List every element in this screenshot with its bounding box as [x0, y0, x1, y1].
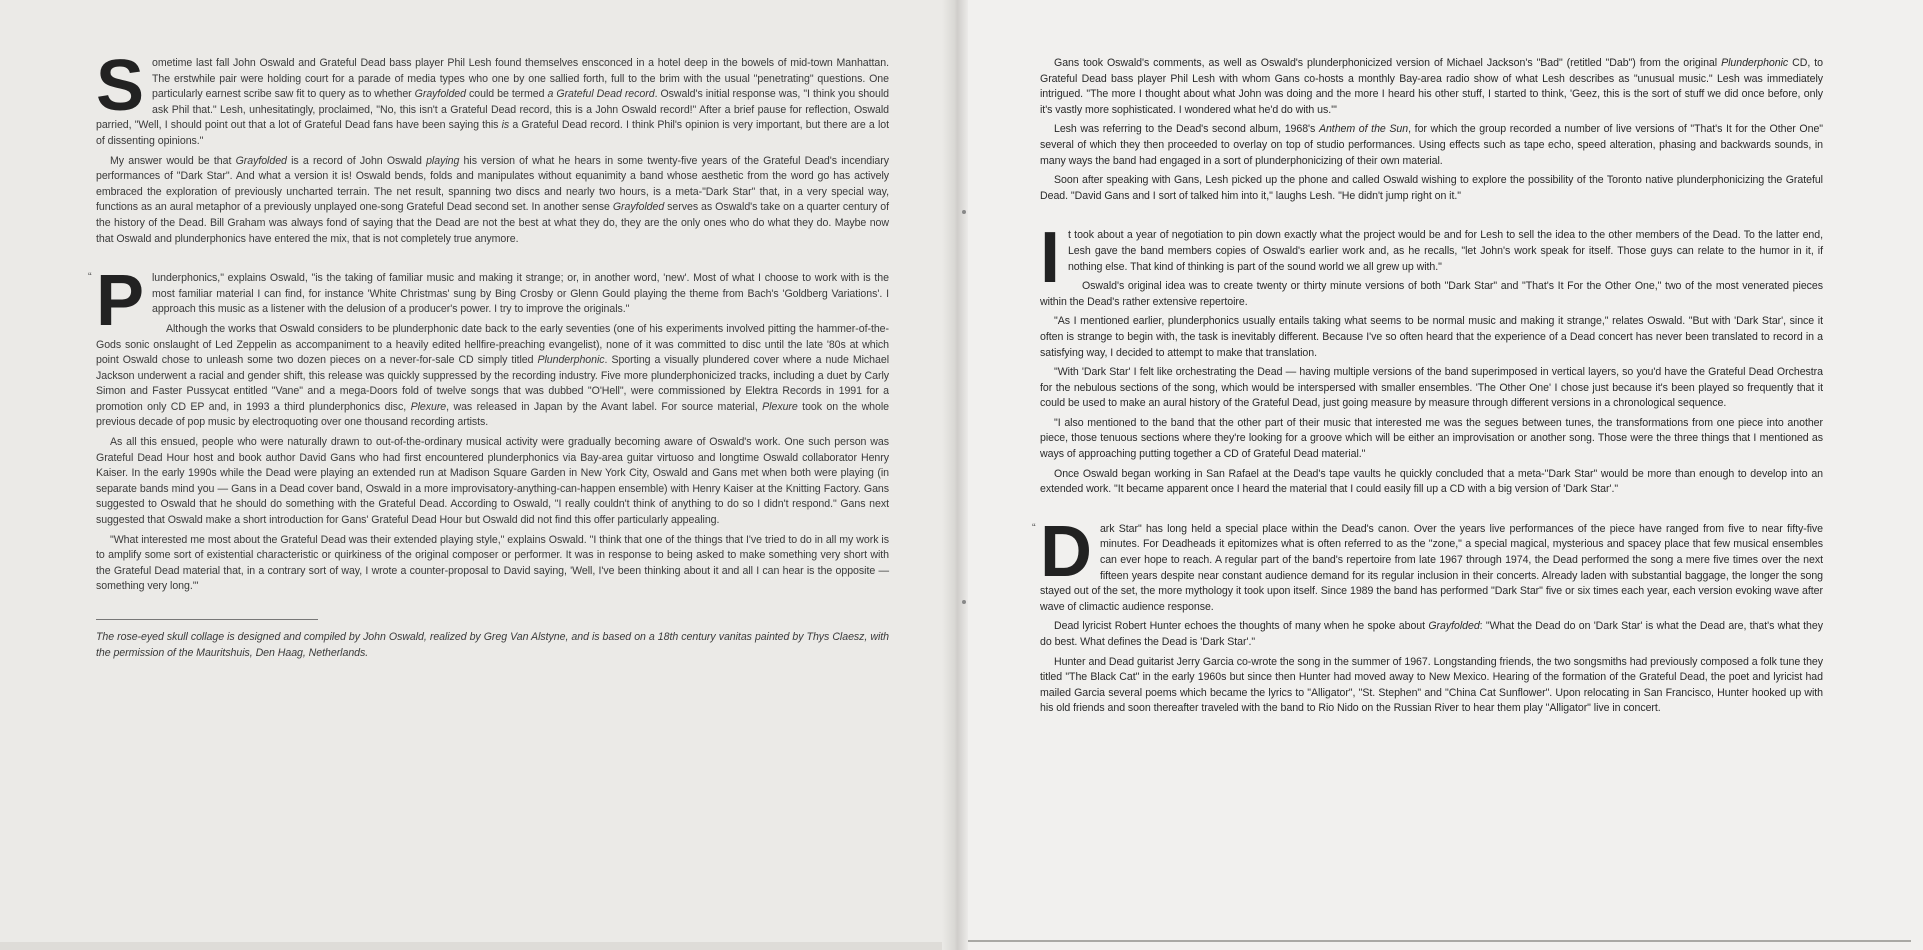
- body-paragraph: [96, 533, 889, 595]
- section-gap: [1040, 208, 1823, 228]
- body-paragraph: [1040, 655, 1823, 717]
- drop-cap: P: [96, 261, 144, 342]
- text-run: "What interested me most about the Grateful Dead was their extended playing style," explains Oswald. "I think that one of the things that I've tried to do in all my work is to amplify some sort of existential characteristic or quirkiness of the original composer or performer. It was in response to being asked to make something very short with the Grateful Dead material that, in a contrary sort of way, I wrote a counter-proposal to David saying, 'Well, I've been thinking about it and all I can hear is the opposite — something very long.'": [96, 533, 889, 593]
- text-run: Oswald's original idea was to create twenty or thirty minute versions of both "Dark Star" and "That's It For the Other One," two of the most venerated pieces within the Dead's rather extensive repertoire.: [1040, 280, 1823, 308]
- body-paragraph: [1040, 122, 1823, 169]
- text-run: , for which the group recorded a number of live versions of "That's It for the Other One" several of which they then proceeded to overlay on top of studio performances. Using effects such as tape echo, speed alteration, phasing and backwards sounds, in many ways the band had engaged in a sort of plunderphonicizing of their own material.: [1040, 123, 1823, 167]
- text-run: : "What the Dead do on 'Dark Star' is what the Dead are, that's what they do best. What defines the Dead is 'Dark Star'.": [1040, 620, 1823, 648]
- body-paragraph: [1040, 467, 1823, 498]
- italic-title: Plexure: [762, 400, 798, 413]
- text-run: could be termed: [466, 88, 548, 101]
- bottom-rule: [968, 940, 1911, 942]
- left-page: [0, 0, 955, 950]
- italic-title: Grayfolded: [235, 154, 287, 167]
- text-run: As all this ensued, people who were naturally drawn to out-of-the-ordinary musical activity were gradually becoming aware of Oswald's work. One such person was Grateful Dead Hour host and book author David Gans who had first encountered plunderphonics via Bay-area guitar virtuoso and longtime Oswald collaborator Henry Kaiser. In the early 1990s while the Dead were playing an extended run at Madison Square Garden in New York City, Oswald and Gans met when both were playing (in separate bands mind you — Gans in a Dead cover band, Oswald in a more improvisatory-anything-can-happen ensemble) with Henry Kaiser at the Knitting Factory. Gans suggested to Oswald that he should do something with the Grateful Dead. According to Oswald, "I really couldn't think of anything to do so I didn't respond." Gans next suggested that Oswald make a short introduction for Gans' Grateful Dead Hour but Oswald did not find this offer particularly appealing.: [96, 436, 889, 527]
- left-text-column: [88, 46, 890, 595]
- body-paragraph: [1040, 365, 1823, 412]
- body-paragraph: [1040, 314, 1823, 361]
- drop-cap: I: [1040, 218, 1060, 299]
- binding-mark: [962, 600, 966, 604]
- italic-title: Plunderphonic: [1721, 57, 1789, 69]
- text-run: My answer would be that: [110, 154, 236, 167]
- right-page: [968, 0, 1923, 950]
- text-run: took on the whole previous decade of pop music by electroquoting over one thousand recording artists.: [96, 400, 889, 429]
- text-run: Once Oswald began working in San Rafael at the Dead's tape vaults he quickly concluded that a meta-"Dark Star" would be more than enough to develop into an extended work. "It became apparent once I heard the material that I could easily fill up a CD with a big version of 'Dark Star'.": [1040, 467, 1823, 496]
- text-run: Although the works that Oswald considers to be plunderphonic date back to the early seventies (one of his experiments involved pitting the hammer-of-the-Gods sonic onslaught of Led Zeppelin as accompaniment to a heavily edited hellfire-preaching evangelist), none of it was committed to disc until the late '80s at which point Oswald chose to unleash some two dozen pieces on a never-for-sale CD simply titled: [96, 322, 889, 367]
- text-run: Lesh was referring to the Dead's second album, 1968's: [1054, 123, 1319, 136]
- text-run: t took about a year of negotiation to pin down exactly what the project would be and for Lesh to sell the idea to the other members of the Dead. To the latter end, Lesh gave the band members copies of Oswald's earlier work and, as he recalls, "let John's work speak for itself. Those guys can relate to the humor in it, if nothing else. That kind of thinking is part of the sound world we all grew up with.": [1067, 229, 1823, 273]
- text-run: lunderphonics," explains Oswald, "is the taking of familiar music and making it strange; or, in another word, 'new'. Most of what I choose to work with is the most familiar material I can find, for instance 'White Christmas' sung by Bing Crosby or Glenn Gould playing the theme from Bach's 'Goldberg Variations'. I approach this music as a listener with the delusion of a producer's power. I try to improve the originals.": [151, 272, 889, 316]
- italic-title: Anthem of the Sun: [1318, 123, 1409, 136]
- text-run: CD, to Grateful Dead bass player Phil Lesh with whom Gans co-hosts a monthly Bay-area radio show of what Lesh describes as "unusual music." Lesh was immediately intrigued. "The more I thought about what John was doing and the more I heard his other stuff, I started to think, 'Geez, this is the sort of stuff we did once before, only it's vastly more sophisticated. I wondered what he'd do with us.'": [1040, 57, 1823, 116]
- text-run: Soon after speaking with Gans, Lesh picked up the phone and called Oswald wishing to explore the possibility of the Toronto native plunderphonicizing the Grateful Dead. "David Gans and I sort of talked him into it," laughs Lesh. "He didn't jump right on it.": [1040, 174, 1823, 202]
- italic-title: Plexure: [410, 400, 447, 413]
- page-edge: [0, 942, 955, 950]
- text-run: "I also mentioned to the band that the other part of their music that interested me was the segues between tunes, the transformations from one piece into another piece, those tenuous sections where they're looking for a groove which will be either an improvisation or another song. Those were the three things that I mentioned as ways of approaching putting together a CD of Grateful Dead material.": [1040, 416, 1823, 461]
- body-paragraph: [96, 435, 889, 529]
- body-paragraph: [1040, 416, 1823, 463]
- footnote-rule: [96, 619, 318, 620]
- drop-cap: D: [1040, 511, 1092, 592]
- body-paragraph: “ D ark Star" has long held a special place within the Dead's canon. Over the years live performances of the piece have ranged from five to near fifty-five minutes. For Deadheads it epitomizes what is often referred to as the "zone," a special magical, mysterious and spacey place that few musical ensembles can ever hope to reach. A regular part of the band's repertoire from late 1967 through 1974, the Dead performed the song a mere five times over the next fifteen years despite near constant audience demand for its regular inclusion in their concerts. Already laden with substantial baggage, the longer the song stayed out of the set, the more mythology it took upon itself. Since 1989 the band has performed "Dark Star" five or six times each year, each version evoking wave after wave of climactic audience response.: [1032, 511, 1823, 613]
- body-paragraph: [96, 46, 889, 150]
- text-run: "As I mentioned earlier, plunderphonics usually entails taking what seems to be normal music and making it strange," relates Oswald. "But with 'Dark Star', since it often is strange to begin with, the task is inevitably different. Because I've so often heard that the experience of a Dead concert has never been translated to record in a satisfying way, I decided to attempt to make that translation.: [1040, 315, 1823, 359]
- body-paragraph: [1040, 619, 1823, 650]
- section-gap: [96, 251, 889, 271]
- italic-title: Plunderphonic: [537, 354, 605, 367]
- italic-title: playing: [426, 154, 460, 167]
- text-run: a Grateful Dead record. I think Phil's opinion is very important, but there are a lot of dissenting opinions.": [96, 119, 889, 147]
- body-paragraph: [1040, 173, 1823, 204]
- body-paragraph: [96, 322, 889, 431]
- right-text-column: [1032, 56, 1823, 717]
- body-paragraph: [1040, 56, 1823, 118]
- drop-cap: S: [96, 46, 144, 126]
- text-run: . Sporting a visually plundered cover where a nude Michael Jackson underwent a racial and gender shift, this release was quickly suppressed by the recording industry. Five more plunderphonicized tracks, including a duet by Carly Simon and Faster Pussycat entitled "Vane" and a mega-Doors fold of twelve songs that was dubbed "O'Hell", were commissioned by Elektra Records in 1991 for a promotion only CD EP and, in 1993 a third plunderphonics disc,: [96, 354, 889, 413]
- text-run: "With 'Dark Star' I felt like orchestrating the Dead — having multiple versions of the band superimposed in vertical layers, so you'd have the Grateful Dead Orchestra for the nebulous sections of the song, which would be interspersed with smaller ensembles. 'The Other One' I chose just because it's been played so frequently that it could be used to make an aural history of the Grateful Dead, just going measure by measure through different versions in a chronological sequence.: [1040, 366, 1823, 410]
- text-run: Hunter and Dead guitarist Jerry Garcia co-wrote the song in the summer of 1967. Longstanding friends, the two songsmiths had previously composed a folk tune they titled "The Black Cat" in the early 1960s but since then Hunter had moved away to New Mexico. Hearing of the formation of the Grateful Dead, the poet and lyricist had mailed Garcia several poems which became the lyrics to "Alligator", "St. Stephen" and "China Cat Sunflower". Upon relocating in San Francisco, Hunter hooked up with his old friends and soon thereafter traveled with the band to Rio Nido on the Russian River to hear them play "Alligator" live in concert.: [1040, 655, 1823, 715]
- footnote: The rose-eyed skull collage is designed and compiled by John Oswald, realized by Greg Van Alstyne, and is based on a 18th century vanitas painted by Thys Claesz, with the permission of the Mauritshuis, Den Haag, Netherlands.: [96, 631, 889, 659]
- italic-title: Grayfolded: [612, 201, 665, 214]
- text-run: Dead lyricist Robert Hunter echoes the thoughts of many when he spoke about: [1054, 620, 1429, 633]
- section-gap: [1040, 502, 1823, 522]
- text-run: is a record of John Oswald: [286, 154, 427, 167]
- body-paragraph: [1040, 279, 1823, 310]
- italic-title: is: [501, 119, 510, 132]
- italic-title: Grayfolded: [1428, 620, 1480, 633]
- page-gutter: [942, 0, 970, 950]
- text-run: . Oswald's initial response was, "I think you should ask Phil that." Lesh, unhesitatingly, proclaimed, "No, this isn't a Grateful Dead record, this is a John Oswald record!" After a brief pause for reflection, Oswald parried, "Well, I should point out that a lot of Grateful Dead fans have been saying this: [96, 88, 889, 132]
- text-run: ark Star" has long held a special place within the Dead's canon. Over the years live performances of the piece have ranged from five to near fifty-five minutes. For Deadheads it epitomizes what is often referred to as the "zone," a special magical, mysterious and spacey place that few musical ensembles can ever hope to reach. A regular part of the band's repertoire from late 1967 through 1974, the Dead performed the song a mere five times over the next fifteen years despite near constant audience demand for its regular inclusion in their concerts. Already laden with substantial baggage, the longer the song stayed out of the set, the more mythology it took upon itself. Since 1989 the band has performed "Dark Star" five or six times each year, each version evoking wave after wave of climactic audience response.: [1040, 522, 1823, 613]
- binding-mark: [962, 210, 966, 214]
- text-run: ometime last fall John Oswald and Grateful Dead bass player Phil Lesh found themselves ensconced in a hotel deep in the bowels of mid-town Manhattan. The erstwhile pair were holding court for a parade of media types who one by one sallied forth, full to the brim with the usual "penetrating" questions. One particularly earnest scribe saw fit to query as to whether: [151, 57, 889, 101]
- text-run: serves as Oswald's take on a quarter century of the history of the Dead. Bill Graham was always fond of saying that the Dead are not the best at what they do, they are the only ones who do what they do. Maybe now that Oswald and plunderphonics have entered the mix, that is not completely true anymore.: [96, 201, 890, 245]
- text-run: , was released in Japan by the Avant label. For source material,: [446, 400, 763, 413]
- text-run: Gans took Oswald's comments, as well as Oswald's plunderphonicized version of Michael Jackson's "Bad" (retitled "Dab") from the original: [1054, 57, 1722, 69]
- text-run: his version of what he hears in some twenty-five years of the Grateful Dead's incendiary performances of "Dark Star". And what a version it is! Oswald bends, folds and manipulates without equanimity a band whose aesthetic from the word go has actively embraced the exploration of previously uncharted terrain. The net result, spanning two discs and nearly two hours, is a meta-"Dark Star" that, in a very special way, functions as an aural metaphor of a previously unplayed one-song Grateful Dead second set. In another sense: [96, 154, 889, 214]
- body-paragraph: “ P lunderphonics," explains Oswald, "is the taking of familiar music and making it strange; or, in another word, 'new'. Most of what I choose to work with is the most familiar material I can find, for instance 'White Christmas' sung by Bing Crosby or Glenn Gould playing the theme from Bach's 'Goldberg Variations'. I approach this music as a listener with the delusion of a producer's power. I try to improve the originals.": [88, 261, 889, 342]
- italic-title: a Grateful Dead record: [547, 88, 655, 101]
- body-paragraph: [96, 154, 889, 248]
- italic-title: Grayfolded: [414, 88, 466, 101]
